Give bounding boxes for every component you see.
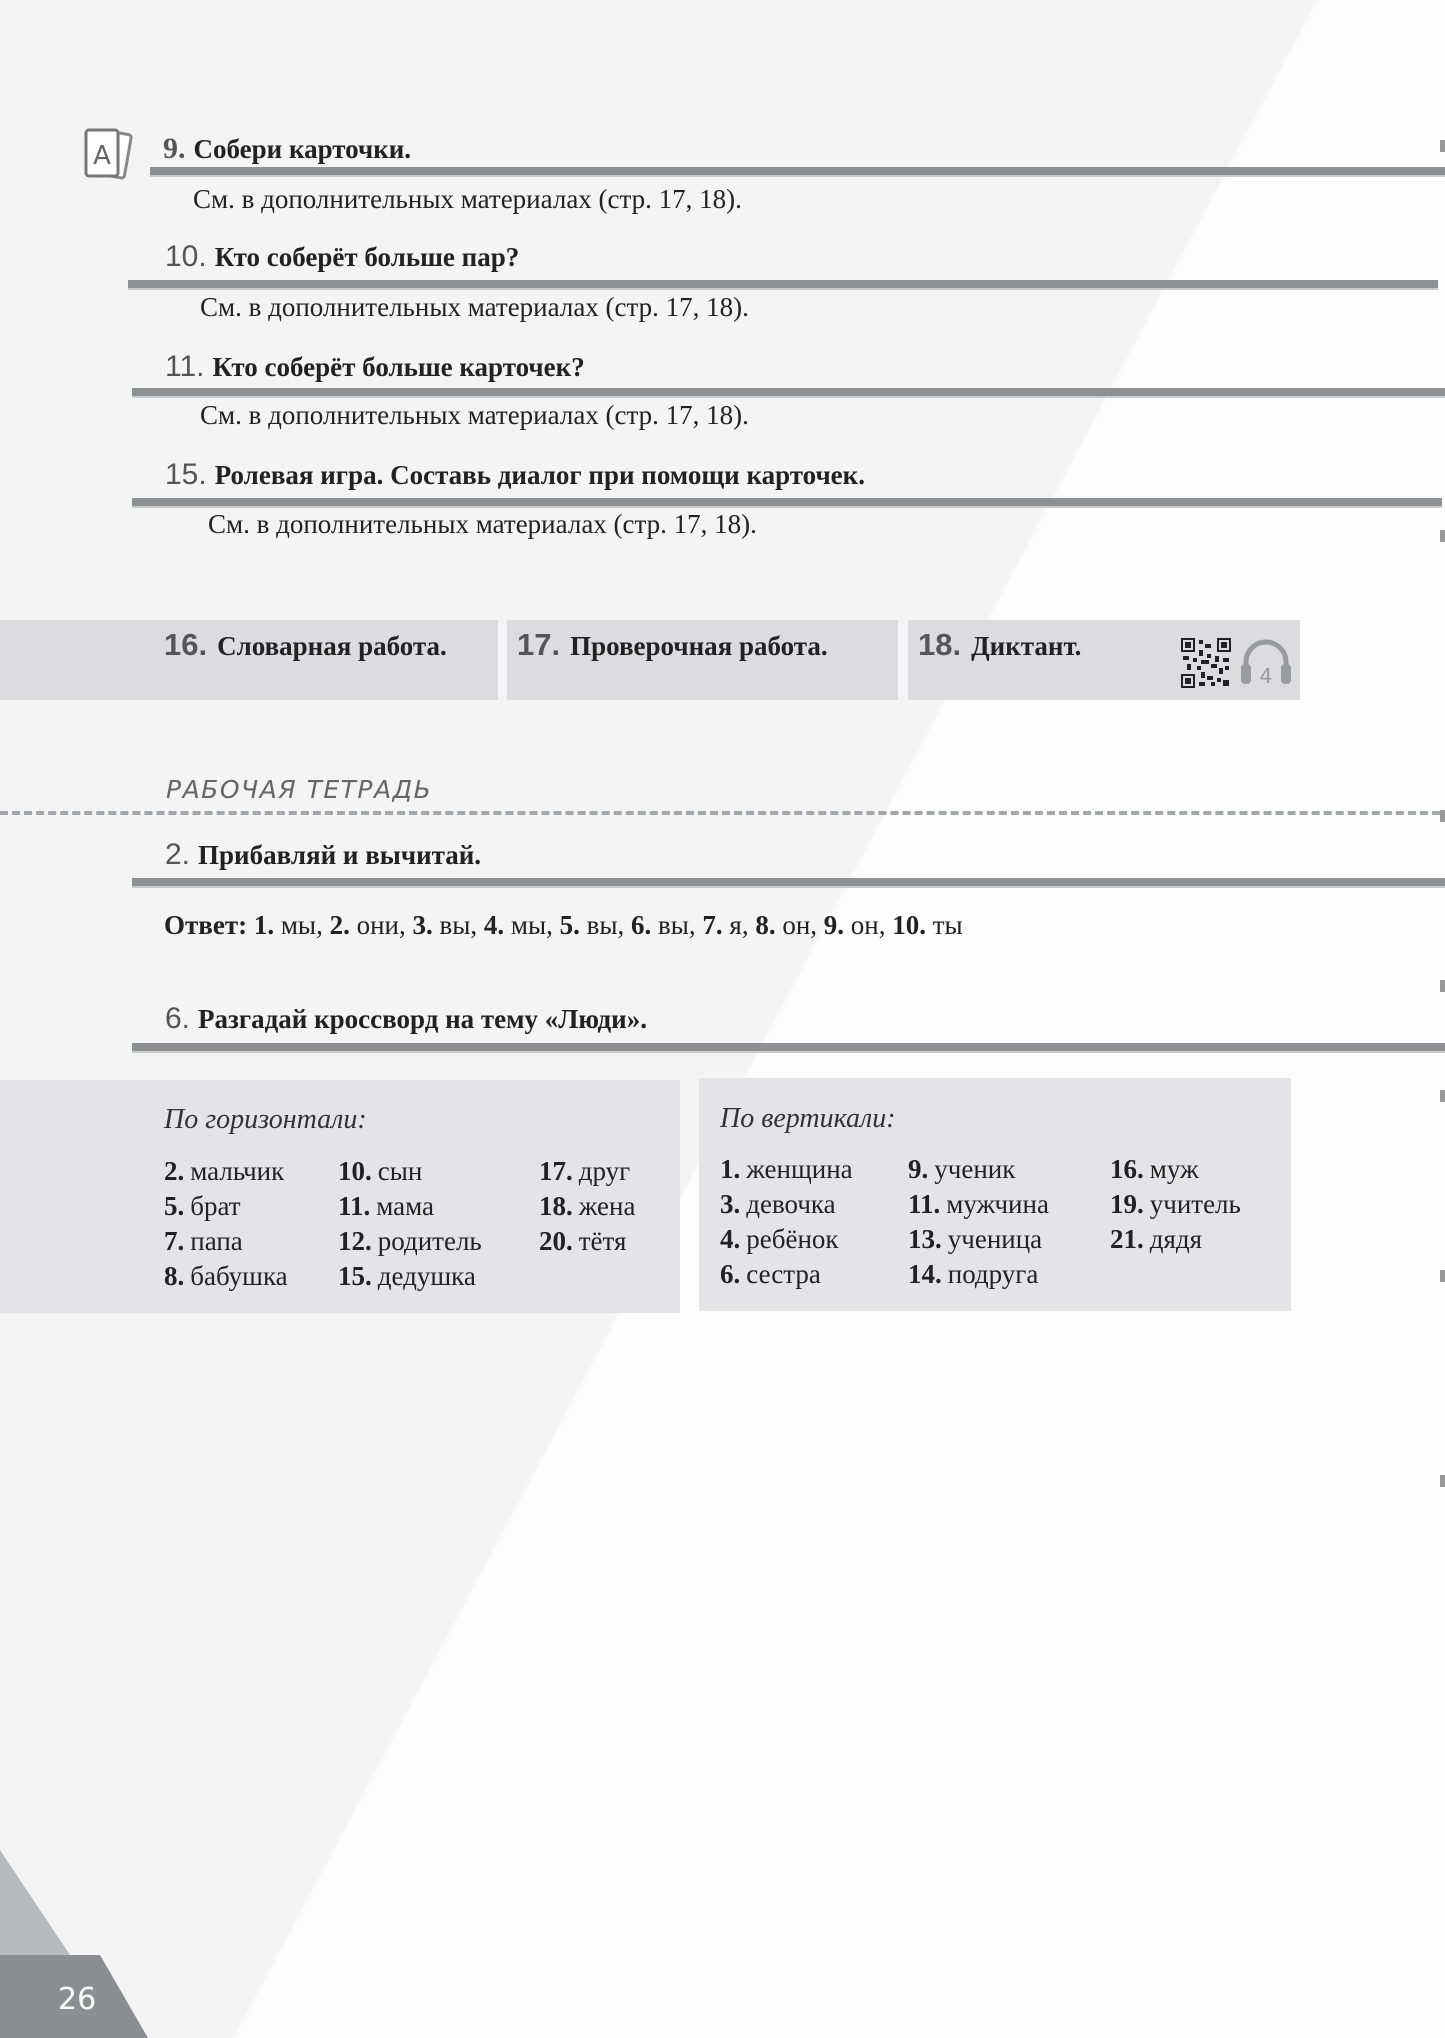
entry-word: ребёнок xyxy=(746,1224,839,1254)
entry-word: дядя xyxy=(1149,1224,1203,1254)
entry-word: тётя xyxy=(578,1226,627,1256)
answer-word: мы xyxy=(280,910,317,940)
entry-number: 15. xyxy=(338,1261,372,1291)
answer-word: он xyxy=(782,910,811,940)
entry-word: брат xyxy=(190,1191,241,1221)
entry-word: друг xyxy=(578,1156,631,1186)
task-15-heading xyxy=(165,458,865,492)
entry-number: 8. xyxy=(164,1261,185,1291)
task-number: 9. xyxy=(163,132,186,165)
task-title: Кто соберёт больше пар? xyxy=(214,242,520,272)
answer-number: 10. xyxy=(892,910,926,940)
cards-icon xyxy=(80,126,136,184)
entry-word: жена xyxy=(578,1191,636,1221)
task-6-heading xyxy=(165,1002,647,1036)
entry-number: 7. xyxy=(164,1226,185,1256)
task-9-heading xyxy=(163,132,411,166)
entry-word: мальчик xyxy=(190,1156,285,1186)
task-title: Ролевая игра. Составь диалог при помощи карточек. xyxy=(214,460,865,490)
svg-text:A: A xyxy=(93,141,111,171)
entry-number: 11. xyxy=(908,1189,941,1219)
task-title: Словарная работа. xyxy=(217,631,447,661)
answer-number: 2. xyxy=(329,910,350,940)
headphones-icon[interactable] xyxy=(1238,634,1294,690)
crossword-entry xyxy=(164,1224,288,1259)
crossword-entry xyxy=(539,1154,635,1189)
entry-number: 11. xyxy=(338,1191,371,1221)
entry-number: 2. xyxy=(164,1156,185,1186)
entry-number: 21. xyxy=(1110,1224,1144,1254)
task-11-body: См. в дополнительных материалах (стр. 17, 18). xyxy=(200,400,749,430)
crossword-entry xyxy=(164,1189,288,1224)
entry-word: муж xyxy=(1149,1154,1199,1184)
rule xyxy=(132,1043,1445,1053)
crossword-entry xyxy=(908,1152,1049,1187)
answer-number: 8. xyxy=(755,910,776,940)
answer-word: мы xyxy=(510,910,547,940)
task-title: Собери карточки. xyxy=(193,134,412,164)
crossword-entry xyxy=(720,1257,853,1292)
page-number: 26 xyxy=(58,1982,97,2017)
crossword-horizontal-title: По горизонтали: xyxy=(164,1104,367,1135)
answer-word: я xyxy=(729,910,742,940)
rule xyxy=(132,388,1445,398)
entry-word: мужчина xyxy=(946,1189,1049,1219)
task-title: Разгадай кроссворд на тему «Люди». xyxy=(198,1004,647,1034)
task-title: Кто соберёт больше карточек? xyxy=(212,352,585,382)
task-number: 16. xyxy=(164,627,208,662)
entry-number: 18. xyxy=(539,1191,573,1221)
entry-number: 16. xyxy=(1110,1154,1144,1184)
answer-number: 9. xyxy=(823,910,845,940)
entry-number: 12. xyxy=(338,1226,372,1256)
box-18-title xyxy=(918,627,1081,663)
answer-label: Ответ: xyxy=(164,910,248,940)
crossword-entry xyxy=(1110,1187,1241,1222)
answer-word: вы xyxy=(439,910,471,940)
crossword-column xyxy=(1110,1152,1241,1257)
crossword-entry xyxy=(164,1154,288,1189)
crossword-entry xyxy=(164,1259,288,1294)
crossword-column xyxy=(539,1154,635,1259)
entry-number: 14. xyxy=(908,1259,942,1289)
entry-number: 19. xyxy=(1110,1189,1144,1219)
entry-word: папа xyxy=(190,1226,243,1256)
task-2-heading xyxy=(165,838,481,872)
crossword-column xyxy=(338,1154,482,1294)
answer-number: 1. xyxy=(253,910,275,940)
answer-word: вы xyxy=(658,910,689,940)
task-number: 6. xyxy=(165,1002,191,1035)
entry-word: ученик xyxy=(934,1154,1016,1184)
entry-word: женщина xyxy=(746,1154,853,1184)
crossword-entry xyxy=(720,1222,853,1257)
task-number: 11. xyxy=(165,350,205,383)
entry-number: 5. xyxy=(164,1191,185,1221)
svg-text:4: 4 xyxy=(1259,664,1273,688)
task-number: 2. xyxy=(165,838,191,871)
crossword-entry xyxy=(539,1189,635,1224)
rule xyxy=(132,498,1442,508)
entry-word: сын xyxy=(377,1156,423,1186)
entry-number: 3. xyxy=(720,1189,741,1219)
crossword-entry xyxy=(338,1259,482,1294)
task-9-body: См. в дополнительных материалах (стр. 17, 18). xyxy=(193,184,742,214)
task-number: 18. xyxy=(918,627,962,662)
task-title: Прибавляй и вычитай. xyxy=(198,840,482,870)
answer-word: ты xyxy=(932,910,963,940)
task-10-heading xyxy=(165,240,519,274)
crossword-entry xyxy=(720,1187,853,1222)
entry-word: родитель xyxy=(377,1226,482,1256)
answer-number: 5. xyxy=(559,910,580,940)
task-number: 17. xyxy=(517,627,561,662)
entry-number: 9. xyxy=(908,1154,929,1184)
entry-number: 4. xyxy=(720,1224,741,1254)
answer-number: 7. xyxy=(702,910,723,940)
crossword-entry xyxy=(908,1257,1049,1292)
entry-word: мама xyxy=(376,1191,435,1221)
crossword-entry xyxy=(338,1224,482,1259)
task-number: 15. xyxy=(165,458,207,491)
qr-code-icon[interactable] xyxy=(1181,638,1231,688)
task-10-body: См. в дополнительных материалах (стр. 17, 18). xyxy=(200,292,749,322)
box-16-title xyxy=(164,627,447,663)
entry-number: 10. xyxy=(338,1156,372,1186)
task-2-answer: Ответ: 1. мы, 2. они, 3. вы, 4. мы, 5. вы, 6. вы, 7. я, 8. он, 9. он, 10. ты xyxy=(164,910,963,940)
entry-word: сестра xyxy=(746,1259,821,1289)
task-15-body: См. в дополнительных материалах (стр. 17, 18). xyxy=(208,509,757,539)
crossword-entry xyxy=(1110,1152,1241,1187)
crossword-entry xyxy=(539,1224,635,1259)
crossword-column xyxy=(908,1152,1049,1292)
answer-number: 3. xyxy=(412,910,433,940)
entry-word: учитель xyxy=(1149,1189,1241,1219)
answer-word: вы xyxy=(586,910,618,940)
entry-word: ученица xyxy=(947,1224,1043,1254)
entry-number: 6. xyxy=(720,1259,741,1289)
crossword-entry xyxy=(908,1187,1049,1222)
crossword-entry xyxy=(720,1152,853,1187)
crossword-entry xyxy=(338,1154,482,1189)
answer-number: 4. xyxy=(483,910,505,940)
crossword-entry xyxy=(1110,1222,1241,1257)
entry-word: дедушка xyxy=(377,1261,476,1291)
entry-word: бабушка xyxy=(190,1261,288,1291)
task-title: Проверочная работа. xyxy=(570,631,828,661)
task-number: 10. xyxy=(165,240,207,273)
task-title: Диктант. xyxy=(971,631,1082,661)
crossword-entry xyxy=(908,1222,1049,1257)
entry-number: 20. xyxy=(539,1226,573,1256)
box-17-title xyxy=(517,627,828,663)
section-divider xyxy=(0,811,1440,815)
entry-word: девочка xyxy=(746,1189,836,1219)
answer-word: он xyxy=(850,910,879,940)
task-11-heading xyxy=(165,350,585,384)
rule xyxy=(132,878,1445,888)
answer-word: они xyxy=(356,910,399,940)
rule xyxy=(150,167,1445,177)
section-label: РАБОЧАЯ ТЕТРАДЬ xyxy=(166,775,433,804)
entry-number: 17. xyxy=(539,1156,573,1186)
entry-number: 1. xyxy=(720,1154,741,1184)
entry-number: 13. xyxy=(908,1224,942,1254)
crossword-vertical-title: По вертикали: xyxy=(720,1103,896,1134)
rule xyxy=(128,280,1438,290)
crossword-column xyxy=(720,1152,853,1292)
crossword-entry xyxy=(338,1189,482,1224)
crossword-column xyxy=(164,1154,288,1294)
answer-number: 6. xyxy=(631,910,652,940)
entry-word: подруга xyxy=(947,1259,1039,1289)
